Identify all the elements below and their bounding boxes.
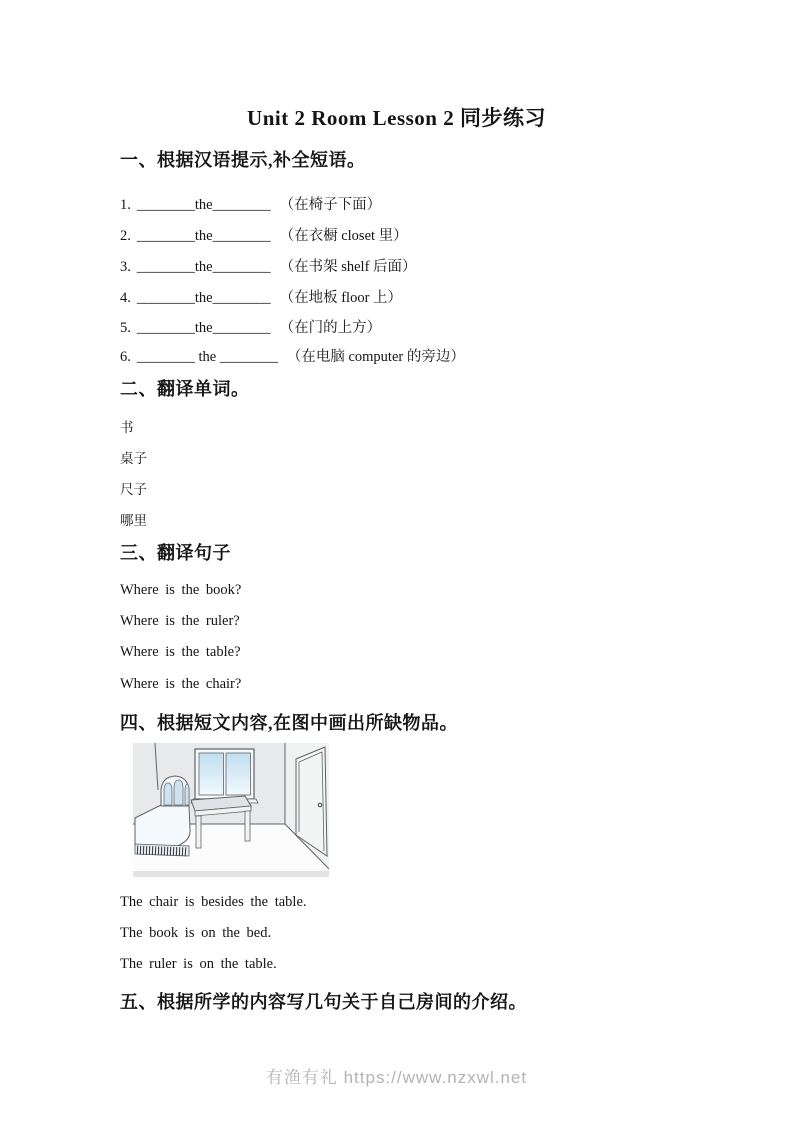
section-three-heading: 三、翻译句子 xyxy=(120,543,231,563)
vocab-word: 书 xyxy=(120,420,134,435)
sentence: Where is the chair? xyxy=(120,676,242,692)
sentence: Where is the book? xyxy=(120,582,242,598)
item-word: the xyxy=(194,290,213,306)
room-illustration xyxy=(133,743,329,877)
vocab-word: 尺子 xyxy=(120,482,147,497)
blank-underline: ________ xyxy=(212,228,271,244)
item-number: 4. xyxy=(120,290,131,306)
item-hint: （在衣橱 closet 里） xyxy=(279,228,408,244)
blank-underline: ________ xyxy=(212,320,271,336)
fill-in-item xyxy=(120,286,402,307)
item-number: 1. xyxy=(120,197,131,213)
blank-underline: ________ xyxy=(136,228,195,244)
item-number: 2. xyxy=(120,228,131,244)
item-hint: （在椅子下面） xyxy=(279,197,382,213)
page-title: Unit 2 Room Lesson 2 同步练习 xyxy=(247,106,546,130)
item-hint: （在书架 shelf 后面） xyxy=(279,259,417,275)
statement: The chair is besides the table. xyxy=(120,894,307,910)
item-number: 3. xyxy=(120,259,131,275)
blank-underline: ________ xyxy=(219,349,278,365)
item-word: the xyxy=(194,320,213,336)
item-word: the xyxy=(194,228,213,244)
item-word: the xyxy=(198,349,217,365)
item-word: the xyxy=(194,197,213,213)
blank-underline: ________ xyxy=(136,259,195,275)
blank-underline: ________ xyxy=(212,259,271,275)
item-hint: （在地板 floor 上） xyxy=(279,290,403,306)
blank-underline: ________ xyxy=(212,290,271,306)
vocab-word: 桌子 xyxy=(120,451,147,466)
sentence: Where is the ruler? xyxy=(120,613,240,629)
fill-in-item xyxy=(120,345,465,366)
sentence: Where is the table? xyxy=(120,644,241,660)
fill-in-item xyxy=(120,224,408,245)
footer-watermark: 有渔有礼 https://www.nzxwl.net xyxy=(265,1068,528,1087)
fill-in-item xyxy=(120,316,381,337)
section-two-heading: 二、翻译单词。 xyxy=(120,379,250,399)
blank-underline: ________ xyxy=(136,349,195,365)
statement: The book is on the bed. xyxy=(120,925,272,941)
item-number: 6. xyxy=(120,349,131,365)
item-number: 5. xyxy=(120,320,131,336)
blank-underline: ________ xyxy=(136,290,195,306)
blank-underline: ________ xyxy=(136,197,195,213)
window xyxy=(191,749,258,803)
fill-in-item xyxy=(120,193,381,214)
item-hint: （在门的上方） xyxy=(279,320,382,336)
section-five-heading: 五、根据所学的内容写几句关于自己房间的介绍。 xyxy=(120,992,527,1012)
statement: The ruler is on the table. xyxy=(120,956,277,972)
section-four-heading: 四、根据短文内容,在图中画出所缺物品。 xyxy=(120,713,458,733)
blank-underline: ________ xyxy=(212,197,271,213)
blank-underline: ________ xyxy=(136,320,195,336)
fill-in-item xyxy=(120,255,417,276)
item-word: the xyxy=(194,259,213,275)
item-hint: （在电脑 computer 的旁边） xyxy=(286,349,465,365)
vocab-word: 哪里 xyxy=(120,513,147,528)
section-one-heading: 一、根据汉语提示,补全短语。 xyxy=(120,150,366,170)
